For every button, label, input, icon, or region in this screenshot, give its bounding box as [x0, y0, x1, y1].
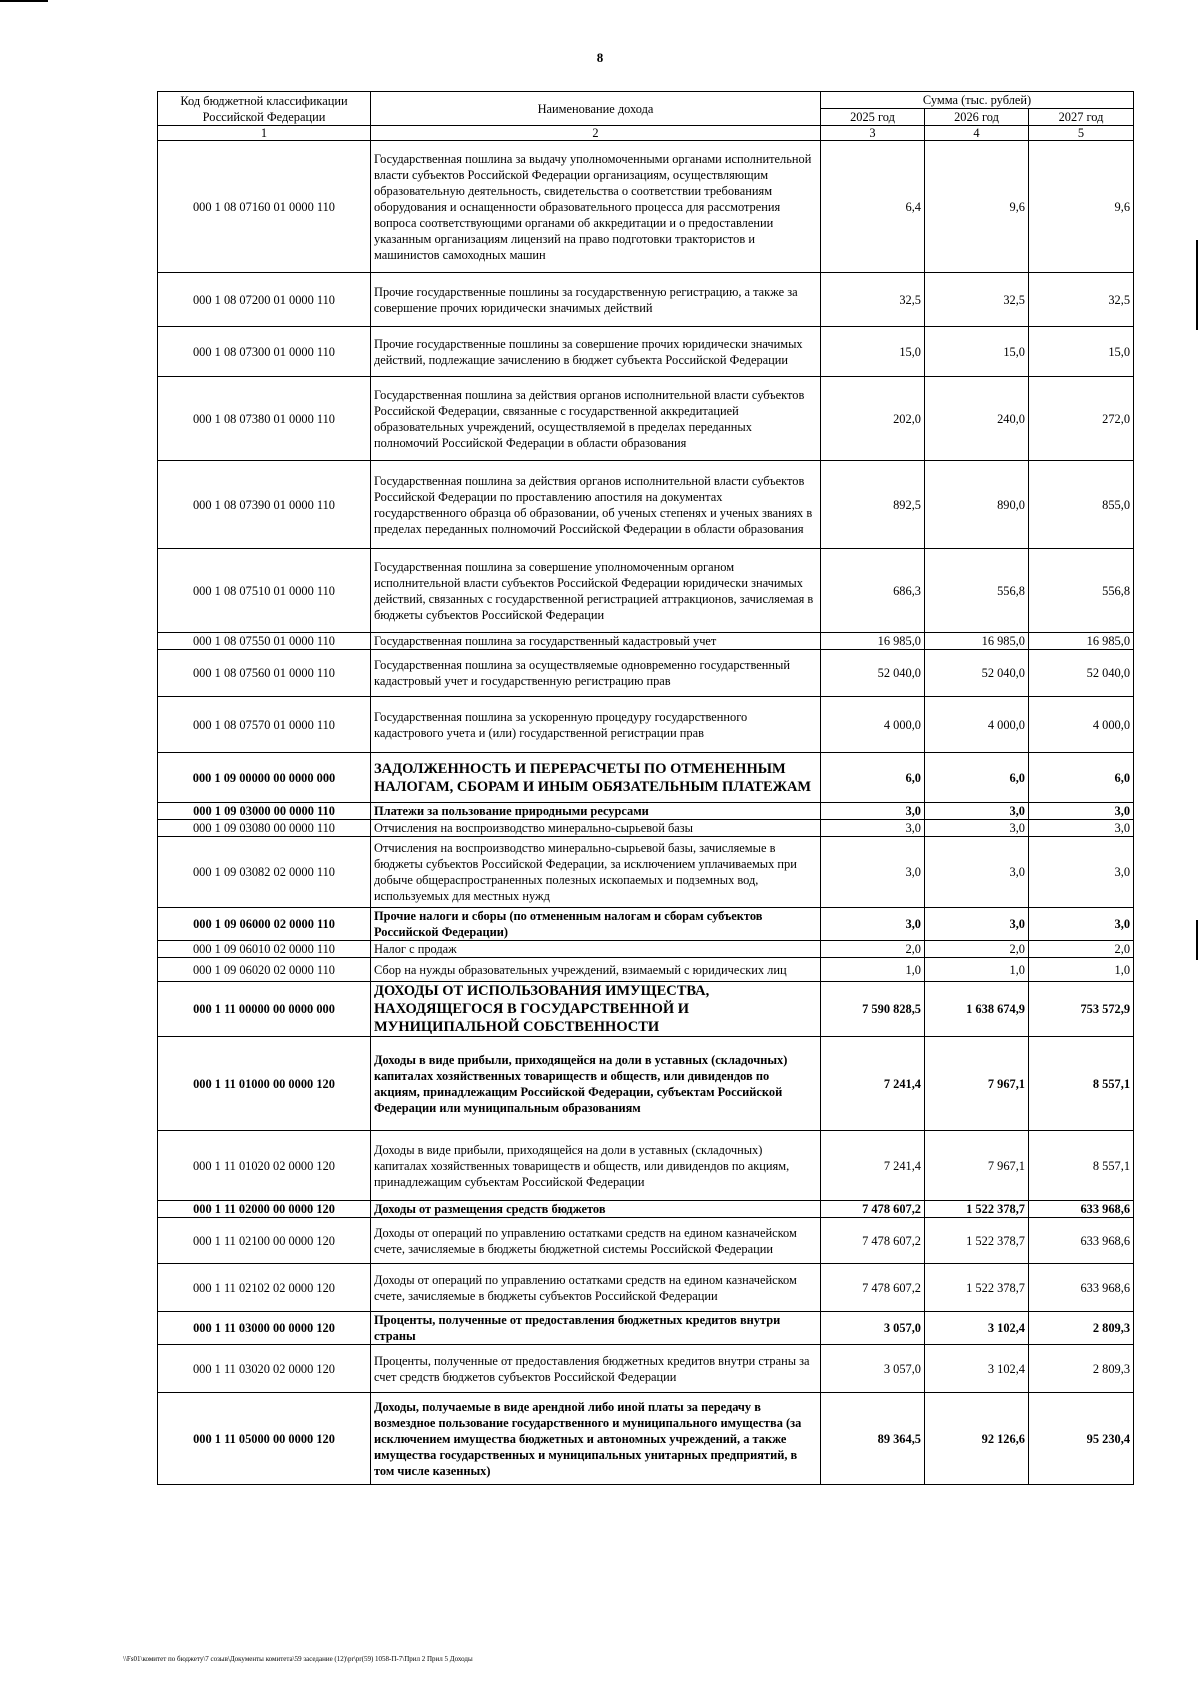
col-number-5: 5 — [1029, 126, 1134, 141]
code-cell: 000 1 11 02000 00 0000 120 — [158, 1201, 371, 1218]
value-2025-cell: 3 057,0 — [821, 1312, 925, 1345]
name-cell: Платежи за пользование природными ресурсами — [371, 803, 821, 820]
name-cell: Доходы, получаемые в виде арендной либо иной платы за передачу в возмездное пользование государственного и муниципального имущества (за исключением имущества бюджетных и автономных учреждений, а также имущества государственных и муниципальных унитарных предприятий, в том числе казенных) — [371, 1393, 821, 1485]
value-2026-cell: 1 522 378,7 — [925, 1201, 1029, 1218]
col-number-2: 2 — [371, 126, 821, 141]
name-cell: Государственная пошлина за совершение уполномоченным органом исполнительной власти субъектов Российской Федерации юридически значимых действий, связанных с государственной регистрацией аттракционов, зачисляемая в бюджеты субъектов Российской Федерации — [371, 549, 821, 633]
value-2025-cell: 6,0 — [821, 753, 925, 803]
value-2026-cell: 6,0 — [925, 753, 1029, 803]
value-2026-cell: 16 985,0 — [925, 633, 1029, 650]
value-2026-cell: 3 102,4 — [925, 1345, 1029, 1393]
value-2027-cell: 272,0 — [1029, 377, 1134, 461]
code-cell: 000 1 11 03020 02 0000 120 — [158, 1345, 371, 1393]
code-cell: 000 1 08 07300 01 0000 110 — [158, 327, 371, 377]
value-2025-cell: 202,0 — [821, 377, 925, 461]
name-cell: Государственная пошлина за осуществляемые одновременно государственный кадастровый учет и государственную регистрацию прав — [371, 650, 821, 697]
name-cell: Отчисления на воспроизводство минерально-сырьевой базы, зачисляемые в бюджеты субъектов Российской Федерации, за исключением уплачиваемых при добыче общераспространенных полезных ископаемых и подземных вод, используемых для местных нужд — [371, 837, 821, 908]
value-2026-cell: 3,0 — [925, 837, 1029, 908]
name-cell: Государственная пошлина за ускоренную процедуру государственного кадастрового учета и (или) государственной регистрации прав — [371, 697, 821, 753]
value-2027-cell: 633 968,6 — [1029, 1201, 1134, 1218]
name-cell: ДОХОДЫ ОТ ИСПОЛЬЗОВАНИЯ ИМУЩЕСТВА, НАХОДЯЩЕГОСЯ В ГОСУДАРСТВЕННОЙ И МУНИЦИПАЛЬНОЙ СОБСТВЕННОСТИ — [371, 982, 821, 1037]
value-2026-cell: 2,0 — [925, 941, 1029, 958]
value-2025-cell: 3,0 — [821, 837, 925, 908]
table-row — [158, 633, 1134, 650]
value-2026-cell: 52 040,0 — [925, 650, 1029, 697]
name-cell: Доходы от размещения средств бюджетов — [371, 1201, 821, 1218]
value-2025-cell: 7 241,4 — [821, 1131, 925, 1201]
table-row — [158, 549, 1134, 633]
table-row — [158, 697, 1134, 753]
value-2025-cell: 1,0 — [821, 958, 925, 982]
name-cell: Прочие налоги и сборы (по отмененным налогам и сборам субъектов Российской Федерации) — [371, 908, 821, 941]
code-cell: 000 1 09 03080 00 0000 110 — [158, 820, 371, 837]
value-2026-cell: 92 126,6 — [925, 1393, 1029, 1485]
value-2025-cell: 7 241,4 — [821, 1037, 925, 1131]
name-cell: Доходы от операций по управлению остатками средств на едином казначейском счете, зачисляемые в бюджеты субъектов Российской Федерации — [371, 1264, 821, 1312]
value-2027-cell: 8 557,1 — [1029, 1037, 1134, 1131]
code-cell: 000 1 11 01000 00 0000 120 — [158, 1037, 371, 1131]
table-row — [158, 273, 1134, 327]
value-2025-cell: 52 040,0 — [821, 650, 925, 697]
table-row — [158, 1218, 1134, 1264]
name-cell: Прочие государственные пошлины за совершение прочих юридически значимых действий, подлежащие зачислению в бюджет субъекта Российской Федерации — [371, 327, 821, 377]
value-2026-cell: 556,8 — [925, 549, 1029, 633]
name-cell: Государственная пошлина за действия органов исполнительной власти субъектов Российской Федерации, связанные с государственной аккредитацией образовательных учреждений, осуществляемой в пределах переданных полномочий Российской Федерации в области образования — [371, 377, 821, 461]
value-2025-cell: 686,3 — [821, 549, 925, 633]
value-2025-cell: 3 057,0 — [821, 1345, 925, 1393]
value-2026-cell: 1,0 — [925, 958, 1029, 982]
code-cell: 000 1 08 07160 01 0000 110 — [158, 141, 371, 273]
value-2026-cell: 4 000,0 — [925, 697, 1029, 753]
value-2025-cell: 6,4 — [821, 141, 925, 273]
table-row — [158, 650, 1134, 697]
header-name: Наименование дохода — [371, 92, 821, 126]
value-2027-cell: 3,0 — [1029, 837, 1134, 908]
value-2025-cell: 2,0 — [821, 941, 925, 958]
value-2026-cell: 32,5 — [925, 273, 1029, 327]
value-2025-cell: 32,5 — [821, 273, 925, 327]
table-row — [158, 753, 1134, 803]
value-2026-cell: 15,0 — [925, 327, 1029, 377]
code-cell: 000 1 09 03000 00 0000 110 — [158, 803, 371, 820]
name-cell: Доходы от операций по управлению остатками средств на едином казначейском счете, зачисляемые в бюджеты бюджетной системы Российской Федерации — [371, 1218, 821, 1264]
code-cell: 000 1 09 06000 02 0000 110 — [158, 908, 371, 941]
table-row — [158, 1393, 1134, 1485]
code-cell: 000 1 09 06010 02 0000 110 — [158, 941, 371, 958]
name-cell: Государственная пошлина за государственный кадастровый учет — [371, 633, 821, 650]
value-2025-cell: 15,0 — [821, 327, 925, 377]
value-2025-cell: 7 478 607,2 — [821, 1264, 925, 1312]
name-cell: ЗАДОЛЖЕННОСТЬ И ПЕРЕРАСЧЕТЫ ПО ОТМЕНЕННЫМ НАЛОГАМ, СБОРАМ И ИНЫМ ОБЯЗАТЕЛЬНЫМ ПЛАТЕЖАМ — [371, 753, 821, 803]
page-number: 8 — [596, 50, 604, 65]
value-2027-cell: 2,0 — [1029, 941, 1134, 958]
value-2025-cell: 7 478 607,2 — [821, 1218, 925, 1264]
value-2027-cell: 855,0 — [1029, 461, 1134, 549]
table-row — [158, 941, 1134, 958]
name-cell: Налог с продаж — [371, 941, 821, 958]
value-2027-cell: 2 809,3 — [1029, 1345, 1134, 1393]
code-cell: 000 1 08 07560 01 0000 110 — [158, 650, 371, 697]
revenue-table — [157, 91, 1134, 1485]
header-year-2026: 2026 год — [925, 109, 1029, 126]
table-row — [158, 141, 1134, 273]
value-2026-cell: 1 638 674,9 — [925, 982, 1029, 1037]
value-2025-cell: 89 364,5 — [821, 1393, 925, 1485]
table-row — [158, 908, 1134, 941]
name-cell: Сбор на нужды образовательных учреждений, взимаемый с юридических лиц — [371, 958, 821, 982]
table-row — [158, 461, 1134, 549]
value-2026-cell: 3,0 — [925, 803, 1029, 820]
value-2027-cell: 633 968,6 — [1029, 1264, 1134, 1312]
name-cell: Доходы в виде прибыли, приходящейся на доли в уставных (складочных) капиталах хозяйственных товариществ и обществ, или дивидендов по акциям, принадлежащим субъектам Российской Федерации — [371, 1131, 821, 1201]
header-code: Код бюджетной классификации Российской Федерации — [158, 92, 371, 126]
code-cell: 000 1 08 07380 01 0000 110 — [158, 377, 371, 461]
code-cell: 000 1 09 03082 02 0000 110 — [158, 837, 371, 908]
value-2026-cell: 7 967,1 — [925, 1131, 1029, 1201]
scan-edge-mark — [0, 0, 48, 2]
value-2026-cell: 1 522 378,7 — [925, 1264, 1029, 1312]
table-row — [158, 1345, 1134, 1393]
value-2026-cell: 7 967,1 — [925, 1037, 1029, 1131]
col-number-4: 4 — [925, 126, 1029, 141]
code-cell: 000 1 08 07570 01 0000 110 — [158, 697, 371, 753]
value-2027-cell: 753 572,9 — [1029, 982, 1134, 1037]
table-row — [158, 1264, 1134, 1312]
name-cell: Прочие государственные пошлины за государственную регистрацию, а также за совершение прочих юридически значимых действий — [371, 273, 821, 327]
table-row — [158, 837, 1134, 908]
code-cell: 000 1 08 07200 01 0000 110 — [158, 273, 371, 327]
code-cell: 000 1 11 03000 00 0000 120 — [158, 1312, 371, 1345]
value-2027-cell: 2 809,3 — [1029, 1312, 1134, 1345]
scan-edge-mark — [1196, 240, 1198, 330]
code-cell: 000 1 08 07550 01 0000 110 — [158, 633, 371, 650]
name-cell: Доходы в виде прибыли, приходящейся на доли в уставных (складочных) капиталах хозяйственных товариществ и обществ, или дивидендов по акциям, принадлежащим Российской Федерации, субъектам Российской Федерации или муниципальным образованиям — [371, 1037, 821, 1131]
name-cell: Государственная пошлина за выдачу уполномоченными органами исполнительной власти субъектов Российской Федерации организациям, осуществляющим образовательную деятельность, свидетельства о соответствии требованиям оборудования и оснащенности образовательного процесса для рассмотрения вопроса соответствующими органами об аккредитации и о предоставлении указанным организациям лицензий на право подготовки трактористов и машинистов самоходных машин — [371, 141, 821, 273]
table-row — [158, 1131, 1134, 1201]
value-2027-cell: 8 557,1 — [1029, 1131, 1134, 1201]
value-2026-cell: 3,0 — [925, 908, 1029, 941]
code-cell: 000 1 11 02100 00 0000 120 — [158, 1218, 371, 1264]
col-number-3: 3 — [821, 126, 925, 141]
value-2027-cell: 1,0 — [1029, 958, 1134, 982]
file-path: \\Fs01\комитет по бюджету\7 созыв\Документы комитета\59 заседание (12)\pr\pr(59) 1058-П-7\Прил 2 Прил 5 Доходы — [123, 1655, 473, 1663]
code-cell: 000 1 11 05000 00 0000 120 — [158, 1393, 371, 1485]
value-2027-cell: 3,0 — [1029, 820, 1134, 837]
code-cell: 000 1 11 01020 02 0000 120 — [158, 1131, 371, 1201]
value-2027-cell: 633 968,6 — [1029, 1218, 1134, 1264]
table-row — [158, 327, 1134, 377]
value-2025-cell: 4 000,0 — [821, 697, 925, 753]
table-body — [158, 141, 1134, 1485]
table-row — [158, 1201, 1134, 1218]
scan-edge-mark — [1196, 920, 1198, 960]
value-2025-cell: 892,5 — [821, 461, 925, 549]
value-2026-cell: 3,0 — [925, 820, 1029, 837]
header-sum: Сумма (тыс. рублей) — [821, 92, 1134, 109]
code-cell: 000 1 08 07390 01 0000 110 — [158, 461, 371, 549]
code-cell: 000 1 09 06020 02 0000 110 — [158, 958, 371, 982]
value-2027-cell: 3,0 — [1029, 908, 1134, 941]
value-2025-cell: 3,0 — [821, 820, 925, 837]
table-row — [158, 982, 1134, 1037]
value-2027-cell: 3,0 — [1029, 803, 1134, 820]
name-cell: Проценты, полученные от предоставления бюджетных кредитов внутри страны за счет средств бюджетов субъектов Российской Федерации — [371, 1345, 821, 1393]
table-row — [158, 803, 1134, 820]
code-cell: 000 1 11 00000 00 0000 000 — [158, 982, 371, 1037]
name-cell: Государственная пошлина за действия органов исполнительной власти субъектов Российской Федерации по проставлению апостиля на документах государственного образца об образовании, об ученых степенях и ученых званиях в пределах переданных полномочий Российской Федерации в области образования — [371, 461, 821, 549]
value-2025-cell: 3,0 — [821, 908, 925, 941]
value-2025-cell: 3,0 — [821, 803, 925, 820]
value-2027-cell: 4 000,0 — [1029, 697, 1134, 753]
value-2027-cell: 16 985,0 — [1029, 633, 1134, 650]
table-row — [158, 958, 1134, 982]
value-2027-cell: 6,0 — [1029, 753, 1134, 803]
value-2026-cell: 3 102,4 — [925, 1312, 1029, 1345]
value-2027-cell: 556,8 — [1029, 549, 1134, 633]
value-2026-cell: 9,6 — [925, 141, 1029, 273]
table-row — [158, 1312, 1134, 1345]
code-cell: 000 1 09 00000 00 0000 000 — [158, 753, 371, 803]
value-2025-cell: 7 478 607,2 — [821, 1201, 925, 1218]
value-2025-cell: 16 985,0 — [821, 633, 925, 650]
code-cell: 000 1 11 02102 02 0000 120 — [158, 1264, 371, 1312]
value-2027-cell: 9,6 — [1029, 141, 1134, 273]
header-year-2025: 2025 год — [821, 109, 925, 126]
name-cell: Отчисления на воспроизводство минерально-сырьевой базы — [371, 820, 821, 837]
value-2027-cell: 52 040,0 — [1029, 650, 1134, 697]
value-2027-cell: 15,0 — [1029, 327, 1134, 377]
value-2026-cell: 890,0 — [925, 461, 1029, 549]
table-row — [158, 820, 1134, 837]
table-row — [158, 1037, 1134, 1131]
table-row — [158, 377, 1134, 461]
value-2025-cell: 7 590 828,5 — [821, 982, 925, 1037]
col-number-1: 1 — [158, 126, 371, 141]
value-2027-cell: 95 230,4 — [1029, 1393, 1134, 1485]
value-2027-cell: 32,5 — [1029, 273, 1134, 327]
value-2026-cell: 1 522 378,7 — [925, 1218, 1029, 1264]
header-year-2027: 2027 год — [1029, 109, 1134, 126]
code-cell: 000 1 08 07510 01 0000 110 — [158, 549, 371, 633]
name-cell: Проценты, полученные от предоставления бюджетных кредитов внутри страны — [371, 1312, 821, 1345]
value-2026-cell: 240,0 — [925, 377, 1029, 461]
